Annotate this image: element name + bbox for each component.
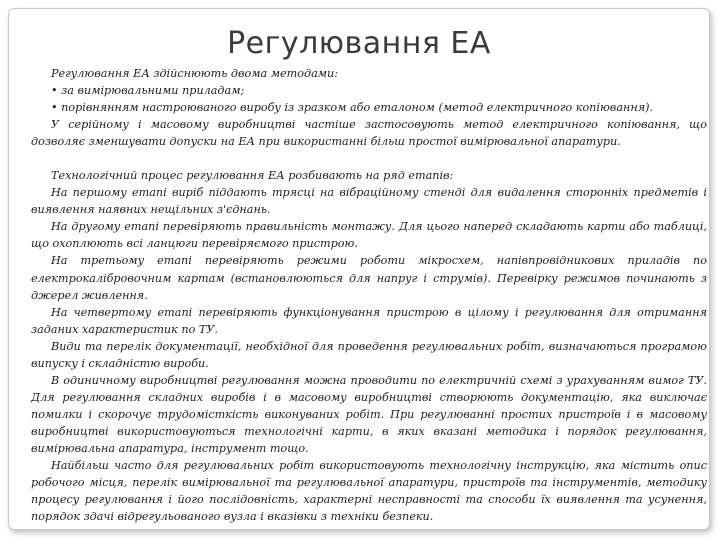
serial-production-paragraph: У серійному і масовому виробництві частіше застосовують метод електричного копіювання, що дозволяє зменшувати допуски на ЕА при використанні більш простої вимірювальної апаратури. bbox=[31, 118, 707, 149]
slide-body bbox=[31, 65, 707, 525]
method-bullet-copying: • порівнянням настроюваного виробу із зразком або еталоном (метод електричного копіювання). bbox=[51, 101, 654, 115]
stage-1-paragraph: На першому етапі виріб піддають трясці на вібраційному стенді для видалення сторонніх предметів і виявлення наявних нещільних з'єднань. bbox=[31, 186, 707, 217]
method-bullet-instruments: • за вимірювальними приладам; bbox=[51, 84, 245, 98]
single-production-paragraph: В одиничному виробництві регулювання можна проводити по електричній схемі з урахуванням вимог ТУ. Для регулювання складних виробів і в масовому виробництві створюють документацію, яка виключає помилки і скорочує трудомісткість виконуваних робіт. При регулюванні простих пристроїв і в масовому виробництві використовуються технологічні карти, в яких вказані методика і порядок регулювання, вимірювальна апаратура, інструмент тощо. bbox=[31, 373, 707, 455]
section1-intro: Регулювання ЕА здійснюють двома методами: bbox=[51, 67, 338, 80]
section2-intro: Технологічний процес регулювання ЕА розбивають на ряд етапів: bbox=[51, 169, 454, 183]
instruction-paragraph: Найбільш часто для регулювальних робіт використовують технологічну інструкцію, яка містить опис робочого місця, перелік вимірювальної та регулювальної апаратури, пристроїв та інструментів, методику процесу регулювання і його послідовність, характерні несправності та способи їх виявлення та усунення, порядок здачі відрегульованого вузла і вказівки з техніки безпеки. bbox=[31, 459, 707, 524]
paragraph-gap bbox=[31, 150, 707, 167]
stage-2-paragraph: На другому етапі перевіряють правильність монтажу. Для цього наперед складають карти або таблиці, що охоплюють всі ланцюги перевіряємого пристрою. bbox=[31, 220, 707, 251]
slide-frame bbox=[8, 8, 710, 530]
stage-3-paragraph: На третьому етапі перевіряють режими роботи мікросхем, напівпровідникових приладів по електрокалібровочним картам (встановлюються для напруг і струмів). Перевірку режимов починають з джерел живлення. bbox=[31, 254, 707, 302]
slide-title: Регулювання ЕА bbox=[227, 26, 491, 61]
stage-4-paragraph: На четвертому етапі перевіряють функціонування пристрою в цілому і регулювання для отримання заданих характеристик по ТУ. bbox=[31, 305, 707, 336]
documentation-paragraph: Види та перелік документації, необхідної для проведення регулювальних робіт, визначаються програмою випуску і складністю вироби. bbox=[31, 339, 707, 370]
